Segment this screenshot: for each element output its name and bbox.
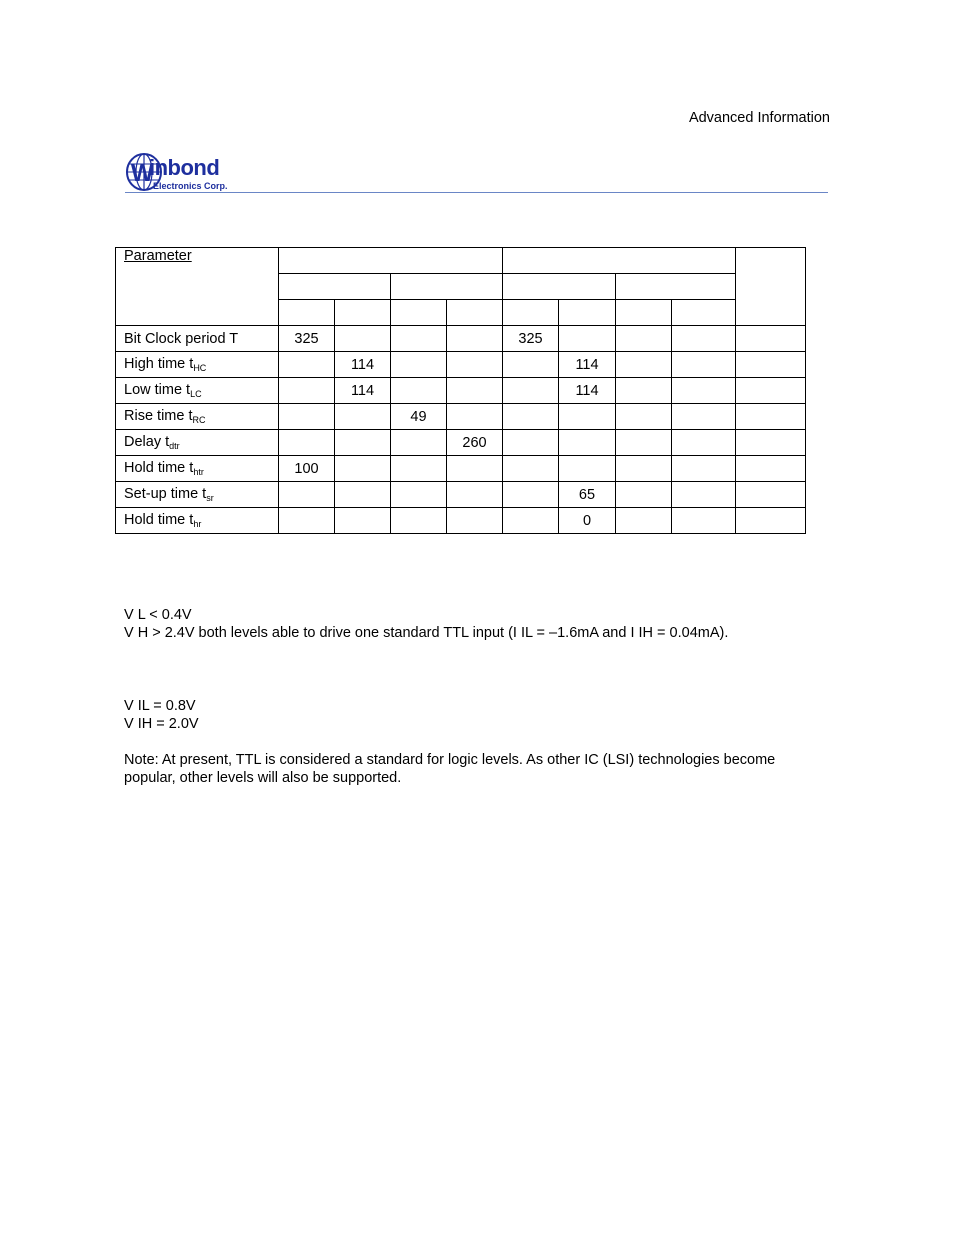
value-cell [672, 404, 736, 430]
parameter-label: Hold time $t_{htr}$ [116, 456, 279, 482]
value-cell [335, 508, 391, 534]
value-cell [447, 508, 503, 534]
note-line-1: Note: At present, TTL is considered a standard for logic levels. As other IC (LSI) technologies become [124, 752, 776, 768]
value-cell: 0 [559, 508, 616, 534]
value-cell: 49 [391, 404, 447, 430]
input-low-level: V IL = 0.8V [124, 698, 196, 714]
value-cell [447, 404, 503, 430]
value-cell [503, 508, 559, 534]
parameter-label: Bit Clock period T [116, 326, 279, 352]
value-cell [447, 482, 503, 508]
value-cell [616, 508, 672, 534]
value-cell [616, 456, 672, 482]
parameter-label: Low time $t_{LC}$ [116, 378, 279, 404]
value-cell: 114 [335, 352, 391, 378]
parameter-label: Rise time $t_{RC}$ [116, 404, 279, 430]
value-cell: 325 [279, 326, 335, 352]
value-cell [279, 430, 335, 456]
value-cell [503, 378, 559, 404]
parameter-label: Hold time $t_{hr}$ [116, 508, 279, 534]
table-row [116, 456, 806, 482]
value-cell [736, 378, 806, 404]
value-cell [559, 404, 616, 430]
value-cell [672, 508, 736, 534]
value-cell [391, 378, 447, 404]
value-cell [279, 352, 335, 378]
value-cell [279, 482, 335, 508]
value-cell [447, 456, 503, 482]
value-cell [503, 352, 559, 378]
value-cell [736, 430, 806, 456]
logo-initial: W [131, 160, 154, 187]
value-cell [335, 456, 391, 482]
table-row [116, 430, 806, 456]
parameter-label: Delay $t_{dtr}$ [116, 430, 279, 456]
value-cell [616, 326, 672, 352]
value-cell: 114 [335, 378, 391, 404]
table-row [116, 482, 806, 508]
document-status: Advanced Information [688, 110, 830, 126]
value-cell [279, 404, 335, 430]
header-cell [279, 300, 335, 326]
output-low-level: V L < 0.4V [124, 607, 192, 623]
value-cell [335, 482, 391, 508]
table-row [116, 378, 806, 404]
parameter-label: High time $t_{HC}$ [116, 352, 279, 378]
header-unit [736, 248, 806, 326]
value-cell [391, 430, 447, 456]
value-cell [616, 430, 672, 456]
value-cell [447, 352, 503, 378]
value-cell [616, 482, 672, 508]
value-cell [736, 352, 806, 378]
value-cell [616, 404, 672, 430]
header-group-1 [279, 248, 503, 274]
value-cell [559, 430, 616, 456]
value-cell [391, 326, 447, 352]
timing-table [115, 247, 806, 534]
value-cell [391, 352, 447, 378]
value-cell [736, 326, 806, 352]
header-rule [125, 192, 828, 193]
table-row [116, 326, 806, 352]
value-cell [672, 326, 736, 352]
winbond-logo [125, 152, 255, 194]
logo-brand: inbond [149, 155, 220, 180]
value-cell [503, 404, 559, 430]
value-cell [391, 508, 447, 534]
header-sub-3 [503, 274, 616, 300]
value-cell: 114 [559, 352, 616, 378]
value-cell: 114 [559, 378, 616, 404]
logo-subtitle: Electronics Corp. [153, 181, 228, 191]
value-cell [503, 430, 559, 456]
value-cell [616, 352, 672, 378]
input-levels [124, 697, 199, 733]
value-cell [503, 456, 559, 482]
header-cell [391, 300, 447, 326]
value-cell [335, 326, 391, 352]
value-cell: 260 [447, 430, 503, 456]
header-cell [503, 300, 559, 326]
value-cell [672, 378, 736, 404]
value-cell [736, 404, 806, 430]
value-cell: 325 [503, 326, 559, 352]
note-line-2: popular, other levels will also be supported. [124, 770, 402, 786]
note-paragraph [124, 751, 775, 787]
value-cell [672, 430, 736, 456]
value-cell [447, 326, 503, 352]
header-group-2 [503, 248, 736, 274]
value-cell [391, 456, 447, 482]
value-cell: 65 [559, 482, 616, 508]
value-cell [335, 430, 391, 456]
parameter-header: Parameter [116, 248, 279, 326]
value-cell [503, 482, 559, 508]
header-sub-4 [616, 274, 736, 300]
value-cell [447, 378, 503, 404]
header-cell [672, 300, 736, 326]
header-cell [447, 300, 503, 326]
value-cell [279, 508, 335, 534]
value-cell [559, 456, 616, 482]
value-cell [672, 352, 736, 378]
parameter-label: Set-up time $t_{sr}$ [116, 482, 279, 508]
value-cell [616, 378, 672, 404]
header-cell [559, 300, 616, 326]
table-row [116, 352, 806, 378]
header-cell [335, 300, 391, 326]
header-sub-1 [279, 274, 391, 300]
output-levels [124, 606, 728, 642]
value-cell [736, 508, 806, 534]
value-cell [736, 456, 806, 482]
output-high-level: V H > 2.4V both levels able to drive one standard TTL input (I IL = –1.6mA and I IH = 0.04mA). [124, 625, 729, 641]
value-cell [559, 326, 616, 352]
value-cell [391, 482, 447, 508]
input-high-level: V IH = 2.0V [124, 716, 199, 732]
table-row [116, 404, 806, 430]
value-cell [672, 482, 736, 508]
value-cell [335, 404, 391, 430]
header-cell [616, 300, 672, 326]
value-cell [279, 378, 335, 404]
value-cell [672, 456, 736, 482]
value-cell: 100 [279, 456, 335, 482]
value-cell [736, 482, 806, 508]
table-row [116, 508, 806, 534]
header-sub-2 [391, 274, 503, 300]
